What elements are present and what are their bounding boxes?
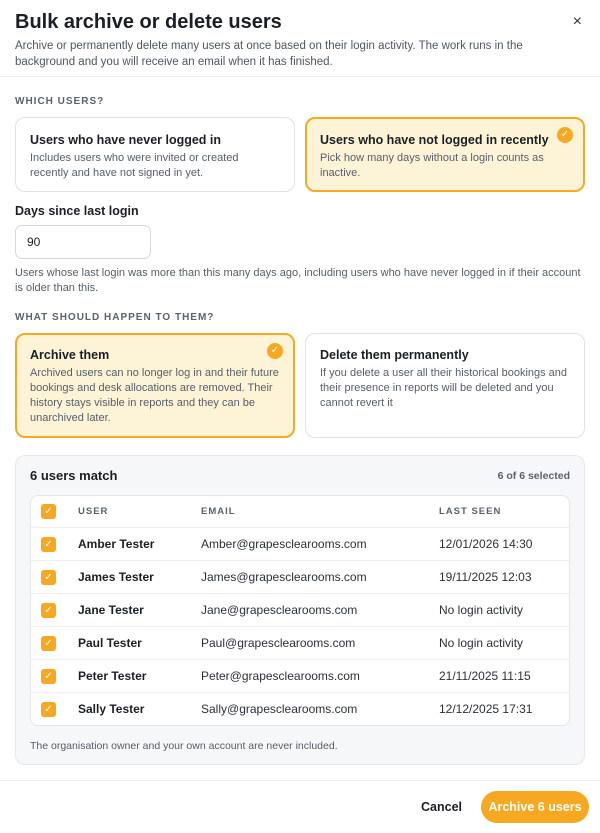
close-icon[interactable]: × xyxy=(572,13,582,30)
cancel-button[interactable]: Cancel xyxy=(421,800,462,814)
users-table xyxy=(30,495,570,726)
table-row xyxy=(31,593,569,626)
option-not-logged-in-recently[interactable] xyxy=(305,117,585,192)
exclusion-footnote: The organisation owner and your own account are never included. xyxy=(30,740,338,752)
days-since-login-input[interactable] xyxy=(15,225,151,259)
user-last-seen: No login activity xyxy=(439,636,524,650)
action-label: WHAT SHOULD HAPPEN TO THEM? xyxy=(15,312,215,323)
user-name: James Tester xyxy=(78,570,154,584)
matching-users-panel xyxy=(15,455,585,765)
option-archive[interactable] xyxy=(15,333,295,438)
user-name: Paul Tester xyxy=(78,636,142,650)
row-checkbox[interactable]: ✓ xyxy=(41,669,56,684)
user-last-seen: 12/01/2026 14:30 xyxy=(439,537,533,551)
user-name: Jane Tester xyxy=(78,603,144,617)
table-row xyxy=(31,560,569,593)
option-description: If you delete a user all their historical bookings and their presence in reports will be deleted and you cannot revert it xyxy=(320,367,568,409)
user-name: Sally Tester xyxy=(78,702,145,716)
row-checkbox[interactable]: ✓ xyxy=(41,537,56,552)
dialog-title: Bulk archive or delete users xyxy=(15,11,282,33)
column-header-email: EMAIL xyxy=(201,506,236,517)
column-header-last-seen: LAST SEEN xyxy=(439,506,502,517)
user-email: Amber@grapesclearooms.com xyxy=(201,537,367,551)
user-last-seen: 21/11/2025 11:15 xyxy=(439,669,531,683)
option-description: Includes users who were invited or created recently and have not signed in yet. xyxy=(30,152,239,179)
user-email: James@grapesclearooms.com xyxy=(201,570,367,584)
row-checkbox[interactable]: ✓ xyxy=(41,636,56,651)
select-all-checkbox[interactable]: ✓ xyxy=(41,504,56,519)
user-email: Peter@grapesclearooms.com xyxy=(201,669,360,683)
option-description: Pick how many days without a login counts as inactive. xyxy=(320,152,544,179)
user-email: Jane@grapesclearooms.com xyxy=(201,603,358,617)
column-header-user: USER xyxy=(78,506,109,517)
user-email: Sally@grapesclearooms.com xyxy=(201,702,358,716)
action-options xyxy=(15,333,585,438)
table-row xyxy=(31,527,569,560)
selection-count: 6 of 6 selected xyxy=(497,469,570,482)
option-title: Delete them permanently xyxy=(320,348,469,362)
option-description: Archived users can no longer log in and their future bookings and desk allocations are removed. Their history stays visible in reports and they can be unarchived later. xyxy=(30,367,279,424)
dialog-footer xyxy=(0,780,600,833)
days-field-label: Days since last login xyxy=(15,204,139,218)
user-name: Amber Tester xyxy=(78,537,155,551)
which-users-label: WHICH USERS? xyxy=(15,96,105,107)
matching-users-header xyxy=(30,468,570,483)
user-name: Peter Tester xyxy=(78,669,147,683)
table-row xyxy=(31,626,569,659)
user-last-seen: 12/12/2025 17:31 xyxy=(439,702,533,716)
option-never-logged-in[interactable] xyxy=(15,117,295,192)
dialog-body xyxy=(0,96,600,765)
archive-users-button[interactable]: Archive 6 users xyxy=(481,791,589,823)
days-field-help: Users whose last login was more than this many days ago, including users who have never logged in if their account is older than this. xyxy=(15,267,581,294)
row-checkbox[interactable]: ✓ xyxy=(41,570,56,585)
option-title: Users who have not logged in recently xyxy=(320,133,549,147)
user-last-seen: 19/11/2025 12:03 xyxy=(439,570,532,584)
which-users-options xyxy=(15,117,585,192)
selected-check-icon: ✓ xyxy=(557,127,573,143)
row-checkbox[interactable]: ✓ xyxy=(41,603,56,618)
selected-check-icon: ✓ xyxy=(267,343,283,359)
dialog-header xyxy=(0,0,600,77)
user-last-seen: No login activity xyxy=(439,603,524,617)
option-delete-permanently[interactable] xyxy=(305,333,585,438)
table-header-row xyxy=(31,496,569,527)
option-title: Archive them xyxy=(30,348,110,362)
user-email: Paul@grapesclearooms.com xyxy=(201,636,356,650)
option-title: Users who have never logged in xyxy=(30,133,222,147)
dialog-subtitle: Archive or permanently delete many users at once based on their login activity. The work runs in the background and you will receive an email when it has finished. xyxy=(15,40,523,68)
table-row xyxy=(31,692,569,725)
row-checkbox[interactable]: ✓ xyxy=(41,702,56,717)
match-count: 6 users match xyxy=(30,468,118,483)
table-row xyxy=(31,659,569,692)
